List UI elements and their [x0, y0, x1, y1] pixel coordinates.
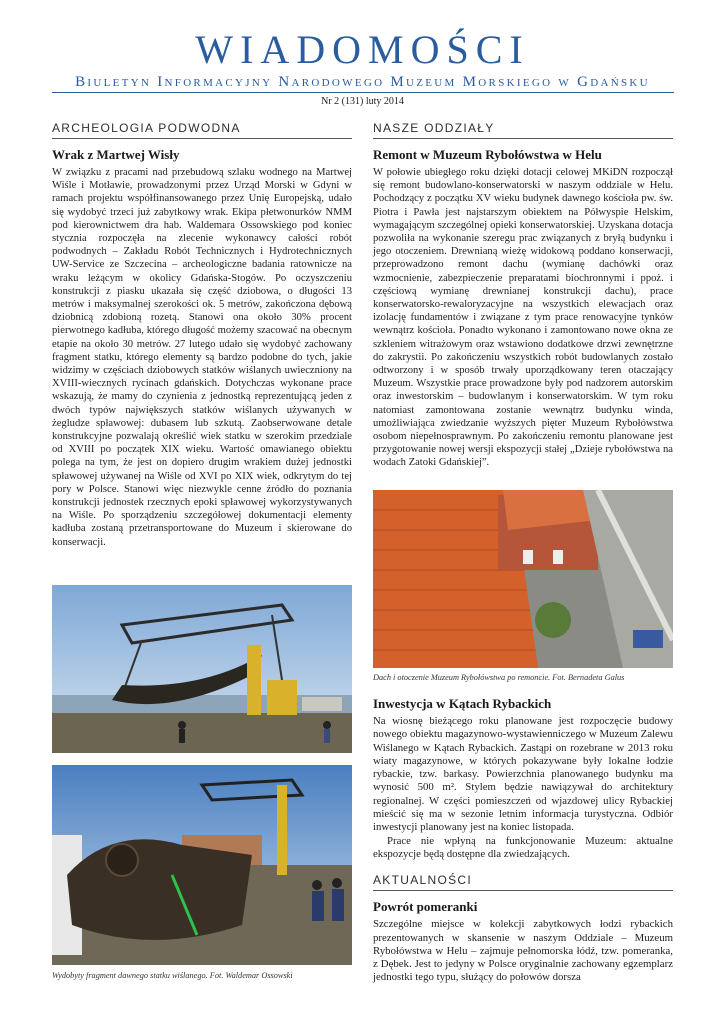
section-heading-archeologia: ARCHEOLOGIA PODWODNA	[52, 121, 352, 139]
article-body-pomeranka: Szczególne miejsce w kolekcji zabytkowych łodzi rybackich prezentowanych w skansenie w naszym Oddziale – Muzeum Rybołówstwa w Helu – zajmuje pełnomorska łódź, tzw. pomeranka, z Dębek. Jest to jedyny w Polsce oryginalnie zachowany egzemplarz jednostki tego typu, służący do połowów dorsza	[373, 918, 673, 984]
article-title-pomeranka: Powrót pomeranki	[373, 899, 478, 915]
section-heading-oddzialy: NASZE ODDZIAŁY	[373, 121, 673, 139]
masthead	[0, 27, 725, 91]
masthead-rule	[52, 92, 674, 93]
left-column	[52, 121, 352, 549]
section-heading-aktualnosci: AKTUALNOŚCI	[373, 873, 673, 891]
article-title-wrak: Wrak z Martwej Wisły	[52, 147, 180, 162]
article-body-wrak: W związku z pracami nad przebudową szlaku wodnego na Martwej Wiśle i Motławie, prowadzonymi przez Urząd Morski w Gdyni w ramach projektu współfinansowanego przez Unię Europejską, udało się wydobyć trzeci już zabytkowy wrak. Ekipa płetwonurków NMM pod kierownictwem dra hab. Waldemara Ossowskiego pod koniec stycznia rozpoczęła na zlecenie wykonawcy całości robót podwodnych – Zakładu Robót Technicznych i Hydrotechnicznych UW-Service ze Szczecina – archeologiczne badania ratownicze na wraku leżącym w okolicy Gdańska-Stogów. Po oczyszczeniu konstrukcji z piasku ukazała się część dziobowa, o długości 13 metrów i maksymalnej szerokości ok. 5 metrów, zakończona dębową dziobnicą zdobioną rozetą. Stanowi ona około 30% procent pierwotnego kadłuba, którego długość możemy szacować na obecnym etapie na około 30 metrów. 27 lutego udało się wydobyć zachowany fragment statku, którego elementy są bardzo podobne do tych, jakie widzimy w częściach dziobowych statków wiślanych uwieczniony na XVIII-wiecznych rycinach gdańskich. Dotychczas wykonane prace wskazują, że mamy do czynienia z jednostką reprezentującą jeden z dwóch typów największych statków wiślanych używanych w żegludze spławowej: dubasem lub szkutą. Zaobserwowane detale konstrukcyjne pozwalają określić wiek statku w szerokim przedziale od XVIII po początek XIX wieku. Wartość omawianego obiektu polega na tym, że jest on dopiero drugim wrakiem dużej jednostki spławowej używanej na Wiśle od XVI po XIX wiek, odkrytym do tej pory w Polsce. Stanowi więc niezwykle cenne źródło do poznania konstrukcji jednostek rzecznych epoki spławowej wykorzystywanych na Wiśle. Po sporządzeniu szczegółowej dokumentacji elementy kadłuba zostaną przetransportowane do Muzeum i skierowane do konserwacji.	[52, 167, 352, 548]
article-body-inwestycja-b: Prace nie wpłyną na funkcjonowanie Muzeum: aktualne ekspozycje będą dostępne dla zwiedzających.	[373, 834, 673, 860]
newsletter-subtitle: Biuletyn Informacyjny Narodowego Muzeum Morskiego w Gdańsku	[75, 74, 650, 90]
article-body-remont: W połowie ubiegłego roku dzięki dotacji celowej MKiDN rozpoczął się remont budowlano-konserwatorski w naszym oddziale w Helu. Pochodzący z początku XV wieku budynek dawnego kościoła pw. św. Piotra i Pawła jest najstarszym obiektem na Półwyspie Helskim, wymagającym szczególnej opieki konserwatorskiej. Uzyskana dotacja pozwoliła na wykonanie szeregu prac związanych z bryłą budynku i jego otoczeniem. Drewnianą wieżę widokową poddano konserwacji, przeprowadzono remont dachu (wymianę dachówki oraz wzmocnienie, zabezpieczenie preparatami biochronnymi i ppoż. i częściową wymianę drewnianej konstrukcji dachu), prace konserwatorsko-rewaloryzacyjne na wszystkich elewacjach oraz izolację fundamentów i związane z tym prace renowacyjne tynków wewnątrz kościoła. Ponadto wykonano i zamontowano nowe okna ze szkleniem witrażowym oraz wstawiono dodatkowe drzwi zewnętrzne do zakrystii. Po zakończeniu wszystkich robót budowlanych zostało odtworzony i w sposób trwały uporządkowany teren otaczający Muzeum. Wszystkie prace prowadzone były pod nadzorem autorskim oraz inwestorskim – budowlanym i konserwatorskim. W tym roku natomiast zamontowana zostanie wewnątrz budynku winda, umożliwiająca zwiedzanie wyższych pięter Muzeum Rybołówstwa osobom niepełnosprawnym. Po zakończeniu remontu planowane jest przygotowanie nowej wersji ekspozycji stałej „Dzieje rybołówstwa na wodach Zatoki Gdańskiej”.	[373, 167, 673, 469]
photo-museum-roof	[373, 490, 673, 668]
photo-wreck-quay	[52, 765, 352, 965]
article-title-remont: Remont w Muzeum Rybołówstwa w Helu	[373, 147, 602, 162]
issue-number: Nr 2 (131) luty 2014	[321, 96, 404, 107]
caption-wreck: Wydobyty fragment dawnego statku wiślanego. Fot. Waldemar Ossowski	[52, 971, 293, 980]
right-column-top	[373, 121, 673, 470]
right-column-bottom	[373, 688, 673, 985]
newsletter-title: WIADOMOŚCI	[195, 27, 530, 72]
photo-crane-lift	[52, 585, 352, 753]
article-body-inwestycja-a: Na wiosnę bieżącego roku planowane jest rozpoczęcie budowy nowego obiektu magazynowo-wystawienniczego w Muzeum Zalewu Wiślanego w Kątach Rybackich. Zastąpi on rozebrane w 2013 roku wiaty magazynowe, w których pokazywane były lokalne łodzie rybackie, tzw. barkasy. Powierzchnia planowanego budynku ma wynosić 500 m². Stylem będzie nawiązywał do architektury regionalnej. W części pomieszczeń od wjazdowej ulicy Rybackiej mieścić się ma w sezonie letnim informacja turystyczna. Odbiór inwestycji planowany jest na koniec listopada.	[373, 715, 673, 834]
caption-museum: Dach i otoczenie Muzeum Rybołówstwa po remoncie. Fot. Bernadeta Galus	[373, 673, 625, 682]
article-title-inwestycja: Inwestycja w Kątach Rybackich	[373, 696, 552, 711]
